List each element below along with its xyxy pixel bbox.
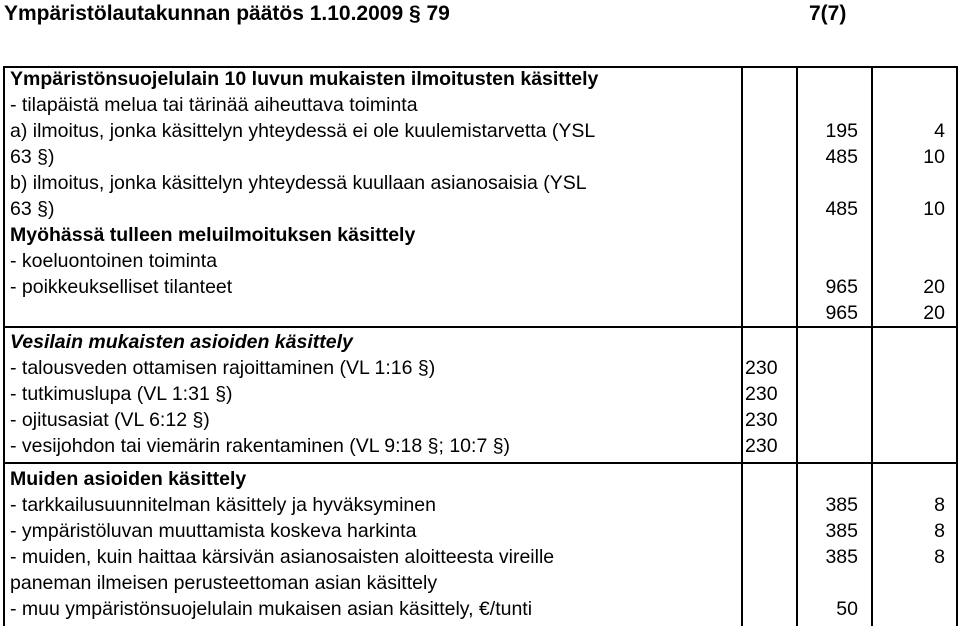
column-divider-1 xyxy=(741,66,743,626)
fee-value: 8 xyxy=(934,520,945,542)
fee-value: 8 xyxy=(934,546,945,568)
fee-value: 10 xyxy=(923,198,945,220)
section-title: Myöhässä tulleen meluilmoituksen käsittely xyxy=(10,224,416,246)
fee-value: 10 xyxy=(923,146,945,168)
fee-value: 20 xyxy=(923,302,945,324)
document-header-title: Ympäristölautakunnan päätös 1.10.2009 § 79 xyxy=(4,2,450,25)
fee-value: 4 xyxy=(934,120,945,142)
fee-value: 385 xyxy=(825,494,858,516)
row-divider-2 xyxy=(3,462,958,464)
fee-value: 485 xyxy=(825,198,858,220)
fee-value: 8 xyxy=(934,494,945,516)
fee-value: 230 xyxy=(745,409,778,431)
table-left-border xyxy=(3,66,5,626)
list-item: - koeluontoinen toiminta xyxy=(10,250,218,272)
list-item: - poikkeukselliset tilanteet xyxy=(10,276,233,298)
list-item: 63 §) xyxy=(10,198,55,220)
list-item: - tilapäistä melua tai tärinää aiheuttava toiminta xyxy=(10,94,418,116)
fee-value: 230 xyxy=(745,383,778,405)
fee-value: 20 xyxy=(923,276,945,298)
list-item: - muu ympäristönsuojelulain mukaisen asian käsittely, €/tunti xyxy=(10,598,533,620)
fee-value xyxy=(878,596,945,622)
fee-value: 385 xyxy=(825,520,858,542)
list-item: - ojitusasiat (VL 6:12 §) xyxy=(10,409,210,431)
section-title: Vesilain mukaisten asioiden käsittely xyxy=(10,331,353,353)
fee-value: 965 xyxy=(825,276,858,298)
fee-value: 385 xyxy=(825,546,858,568)
column-divider-3 xyxy=(871,66,873,626)
list-item: - talousveden ottamisen rajoittaminen (VL 1:16 §) xyxy=(10,357,436,379)
fee-value: 485 xyxy=(825,146,858,168)
section-title: Ympäristönsuojelulain 10 luvun mukaisten ilmoitusten käsittely xyxy=(10,68,599,90)
list-item: - tarkkailusuunnitelman käsittely ja hyväksyminen xyxy=(10,494,436,516)
list-item: - muiden, kuin haittaa kärsivän asianosaisten aloitteesta vireille xyxy=(10,546,555,568)
list-item: 63 §) xyxy=(10,146,55,168)
fee-value: 965 xyxy=(825,302,858,324)
list-item: - vesijohdon tai viemärin rakentaminen (VL 9:18 §; 10:7 §) xyxy=(10,435,511,457)
list-item: paneman ilmeisen perusteettoman asian käsittely xyxy=(10,572,438,594)
fee-value: 50 xyxy=(836,598,858,620)
list-item: - tutkimuslupa (VL 1:31 §) xyxy=(10,383,233,405)
fee-value: 230 xyxy=(745,357,778,379)
list-item: - ympäristöluvan muuttamista koskeva harkinta xyxy=(10,520,417,542)
list-item: a) ilmoitus, jonka käsittelyn yhteydessä ei ole kuulemistarvetta (YSL xyxy=(10,120,596,142)
table-right-border xyxy=(956,66,958,626)
row-divider-1 xyxy=(3,326,958,328)
section-title: Muiden asioiden käsittely xyxy=(10,468,247,490)
column-divider-2 xyxy=(796,66,798,626)
list-item: b) ilmoitus, jonka käsittelyn yhteydessä kuullaan asianosaisia (YSL xyxy=(10,172,587,194)
page-number: 7(7) xyxy=(809,2,847,25)
fee-value: 230 xyxy=(745,435,778,457)
fee-value: 195 xyxy=(825,120,858,142)
